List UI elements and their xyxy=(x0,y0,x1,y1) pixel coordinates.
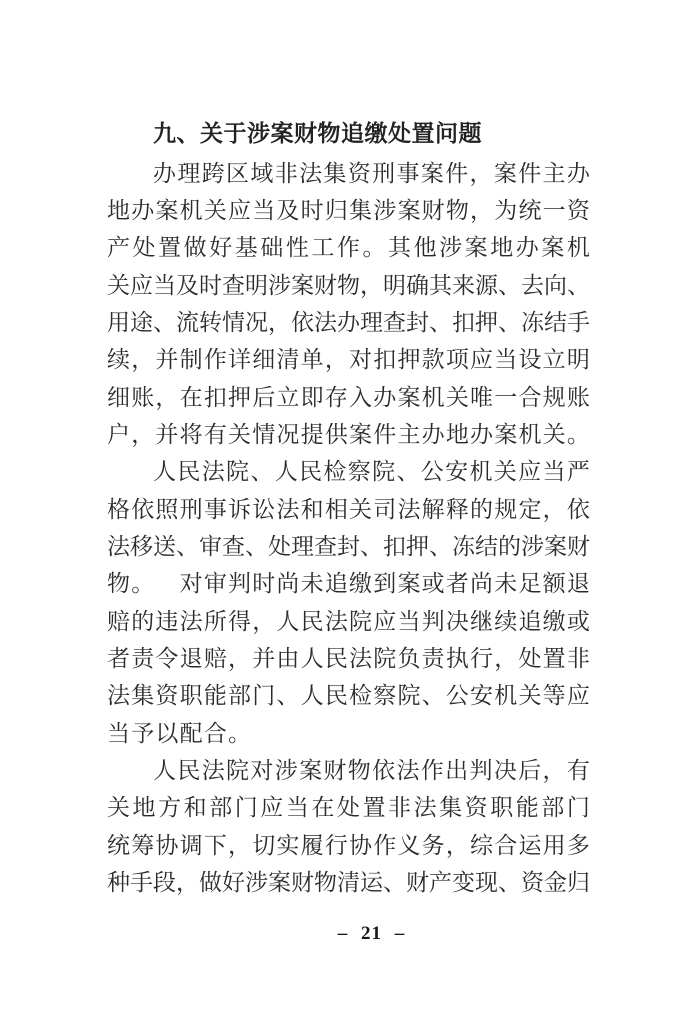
text-line: 者 责 令 退 赔 ， 并 由 人 民 法 院 负 责 执 行 ， 处 置 非 xyxy=(107,645,590,671)
text-line: 续 ， 并 制 作 详 细 清 单 ， 对 扣 押 款 项 应 当 设 立 明 xyxy=(107,347,590,373)
text-line: 户 ， 并 将 有 关 情 况 提 供 案 件 主 办 地 办 案 机 关 。 xyxy=(107,421,590,447)
text-line: 当 予 以 配 合 。 xyxy=(107,720,251,746)
section-heading: 九、关于涉案财物追缴处置问题 xyxy=(153,121,482,146)
text-line: 格 依 照 刑 事 诉 讼 法 和 相 关 司 法 解 释 的 规 定 ， 依 xyxy=(107,496,590,522)
text-line: 关 地 方 和 部 门 应 当 在 处 置 非 法 集 资 职 能 部 门 xyxy=(107,795,590,821)
text-line: 关 应 当 及 时 查 明 涉 案 财 物 ， 明 确 其 来 源 、 去 向 、 xyxy=(107,272,590,298)
text-line: 产 处 置 做 好 基 础 性 工 作 。 其 他 涉 案 地 办 案 机 xyxy=(107,235,590,261)
text-flow xyxy=(107,115,590,899)
text-line: 用 途 、 流 转 情 况 ， 依 法 办 理 查 封 、 扣 押 、 冻 结 手 xyxy=(107,309,590,335)
text-line: 细 账 ， 在 扣 押 后 立 即 存 入 办 案 机 关 唯 一 合 规 账 xyxy=(107,384,590,410)
text-line: 物 。 对 审 判 时 尚 未 追 缴 到 案 或 者 尚 未 足 额 退 xyxy=(107,571,590,597)
text-line: 法 集 资 职 能 部 门 、 人 民 检 察 院 、 公 安 机 关 等 应 xyxy=(107,683,590,709)
text-line: 赔 的 违 法 所 得 ， 人 民 法 院 应 当 判 决 继 续 追 缴 或 xyxy=(107,608,590,634)
text-line: 统 筹 协 调 下 ， 切 实 履 行 协 作 义 务 ， 综 合 运 用 多 xyxy=(107,832,590,858)
text-line: 办 理 跨 区 域 非 法 集 资 刑 事 案 件 ， 案 件 主 办 xyxy=(153,160,590,186)
page-number: – 21 – xyxy=(337,923,406,944)
text-line: 地 办 案 机 关 应 当 及 时 归 集 涉 案 财 物 ， 为 统 一 资 xyxy=(107,197,590,223)
text-line: 法 移 送 、 审 查 、 处 理 查 封 、 扣 押 、 冻 结 的 涉 案 财 xyxy=(107,533,590,559)
text-line: 人 民 法 院 对 涉 案 财 物 依 法 作 出 判 决 后 ， 有 xyxy=(153,758,590,784)
text-line: 人 民 法 院 、 人 民 检 察 院 、 公 安 机 关 应 当 严 xyxy=(153,459,590,485)
text-line: 种 手 段 ， 做 好 涉 案 财 物 清 运 、 财 产 变 现 、 资 金 归 xyxy=(107,870,590,896)
